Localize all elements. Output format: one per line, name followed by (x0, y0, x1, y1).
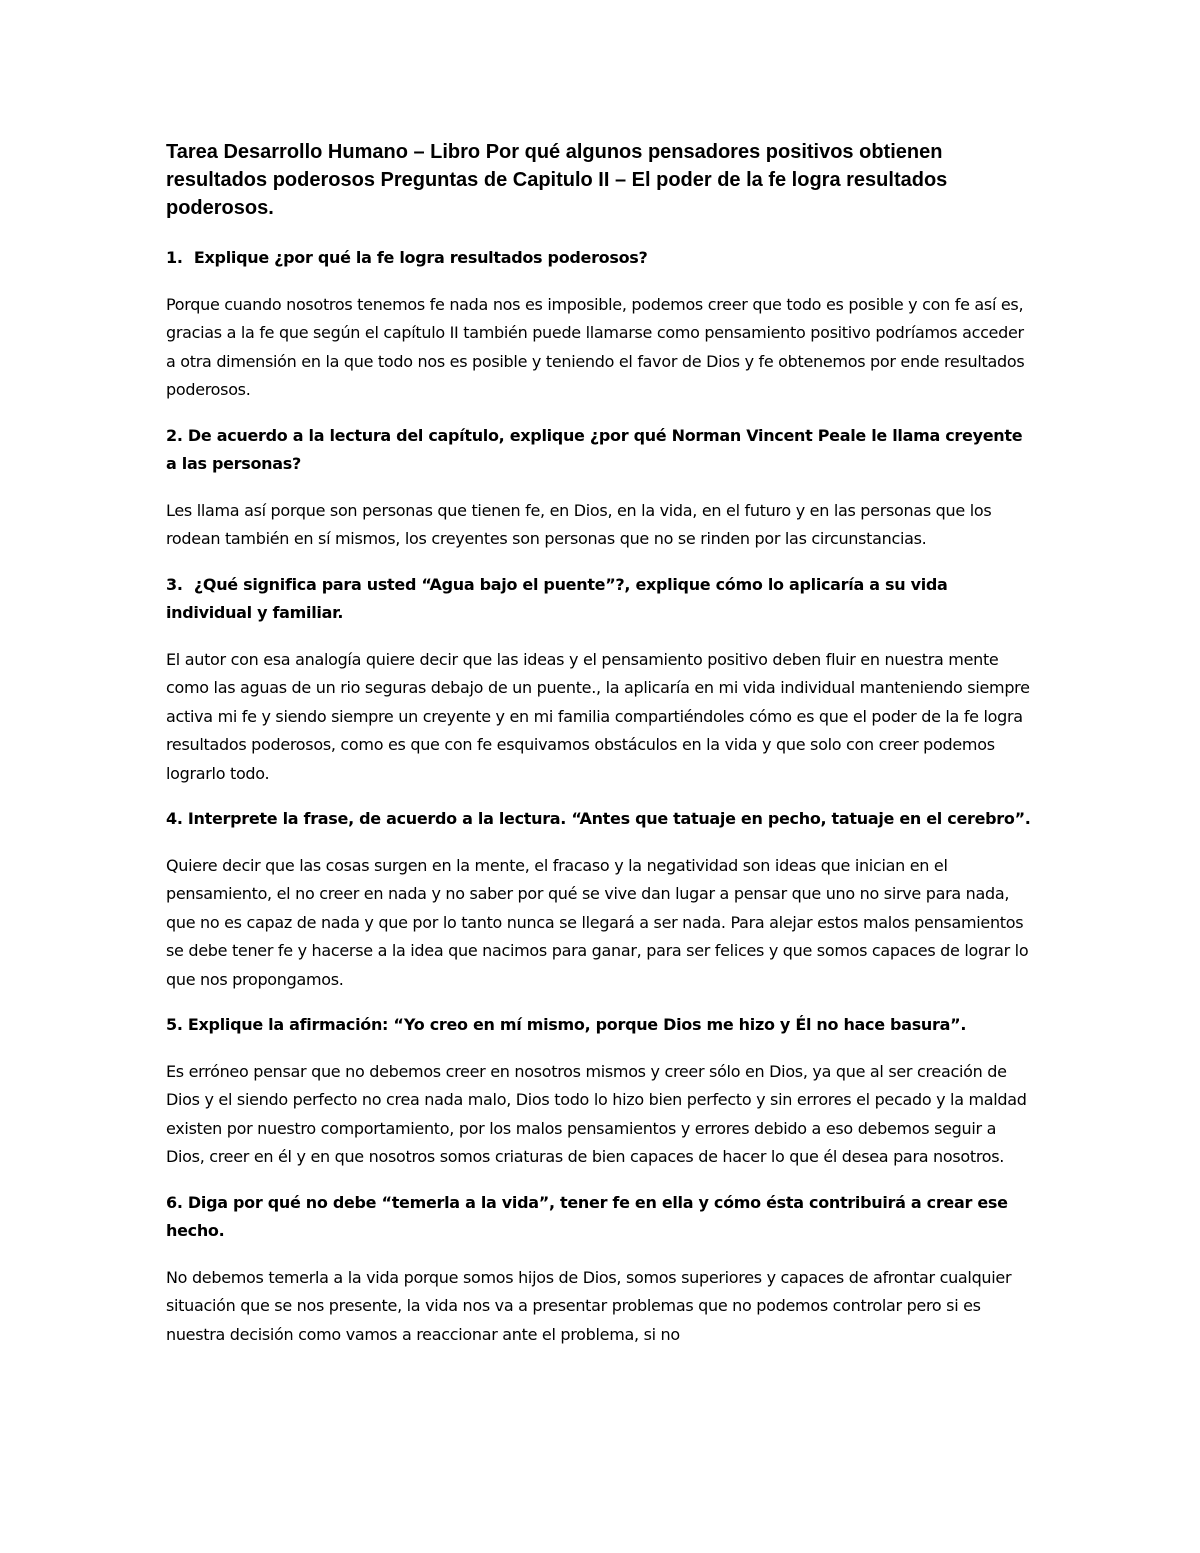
answer-1: Porque cuando nosotros tenemos fe nada nos es imposible, podemos creer que todo es posible y con fe así es, gracias a la fe que según el capítulo II también puede llamarse como pensamiento positivo podríamos acceder a otra dimensión en la que todo nos es posible y teniendo el favor de Dios y fe obtenemos por ende resultados poderosos. (166, 294, 1025, 399)
answer-2: Les llama así porque son personas que tienen fe, en Dios, en la vida, en el futuro y en las personas que los rodean también en sí mismos, los creyentes son personas que no se rinden por las circunstancias. (166, 500, 992, 548)
question-number: 4. (166, 809, 183, 828)
question-block-3 (166, 571, 1036, 789)
question-1 (166, 244, 1036, 273)
question-block-1 (166, 244, 1036, 405)
document-title: Tarea Desarrollo Humano – Libro Por qué algunos pensadores positivos obtienen resultados poderosos Preguntas de Capitulo II – El poder de la fe logra resultados poderosos. (166, 141, 948, 219)
question-block-2 (166, 422, 1036, 554)
question-4 (166, 805, 1036, 834)
question-number: 5. (166, 1015, 183, 1034)
question-number: 3. (166, 574, 183, 594)
question-5 (166, 1011, 1036, 1040)
question-text: ¿Qué significa para usted “Agua bajo el puente”?, explique cómo lo aplicaría a su vida individual y familiar. (166, 574, 948, 622)
question-text: Explique ¿por qué la fe logra resultados poderosos? (193, 248, 648, 267)
question-2 (166, 422, 1036, 479)
question-number: 1. (166, 248, 183, 267)
question-text: Interprete la frase, de acuerdo a la lectura. “Antes que tatuaje en pecho, tatuaje en el cerebro”. (187, 809, 1031, 828)
answer-4: Quiere decir que las cosas surgen en la mente, el fracaso y la negatividad son ideas que inician en el pensamiento, el no creer en nada y no saber por qué se vive dan lugar a pensar que uno no sirve para nada, que no es capaz de nada y que por lo tanto nunca se llegará a ser nada. Para alejar estos malos pensamientos se debe tener fe y hacerse a la idea que nacimos para ganar, para ser felices y que somos capaces de lograr lo que nos propongamos. (166, 855, 1029, 989)
question-block-6 (166, 1189, 1036, 1350)
answer-5: Es erróneo pensar que no debemos creer en nosotros mismos y creer sólo en Dios, ya que al ser creación de Dios y el siendo perfecto no crea nada malo, Dios todo lo hizo bien perfecto y sin errores el pecado y la maldad existen por nuestro comportamiento, por los malos pensamientos y errores debido a eso debemos seguir a Dios, creer en él y en que nosotros somos criaturas de bien capaces de hacer lo que él desea para nosotros. (166, 1061, 1027, 1166)
document-page (166, 138, 1036, 1366)
question-text: Explique la afirmación: “Yo creo en mí mismo, porque Dios me hizo y Él no hace basura”. (187, 1015, 967, 1034)
answer-6: No debemos temerla a la vida porque somos hijos de Dios, somos superiores y capaces de afrontar cualquier situación que se nos presente, la vida nos va a presentar problemas que no podemos controlar pero si es nuestra decisión como vamos a reaccionar ante el problema, si no (166, 1267, 1012, 1344)
question-number: 6. (166, 1192, 183, 1212)
question-6 (166, 1189, 1036, 1246)
question-3 (166, 571, 1036, 628)
question-text: Diga por qué no debe “temerla a la vida”, tener fe en ella y cómo ésta contribuirá a crear ese hecho. (166, 1192, 1008, 1240)
question-number: 2. (166, 425, 183, 445)
answer-3: El autor con esa analogía quiere decir que las ideas y el pensamiento positivo deben fluir en nuestra mente como las aguas de un rio seguras debajo de un puente., la aplicaría en mi vida individual manteniendo siempre activa mi fe y siendo siempre un creyente y en mi familia compartiéndoles cómo es que el poder de la fe logra resultados poderosos, como es que con fe esquivamos obstáculos en la vida y que solo con creer podemos lograrlo todo. (166, 649, 1030, 783)
question-text: De acuerdo a la lectura del capítulo, explique ¿por qué Norman Vincent Peale le llama creyente a las personas? (166, 425, 1023, 473)
question-block-5 (166, 1011, 1036, 1172)
question-block-4 (166, 805, 1036, 994)
